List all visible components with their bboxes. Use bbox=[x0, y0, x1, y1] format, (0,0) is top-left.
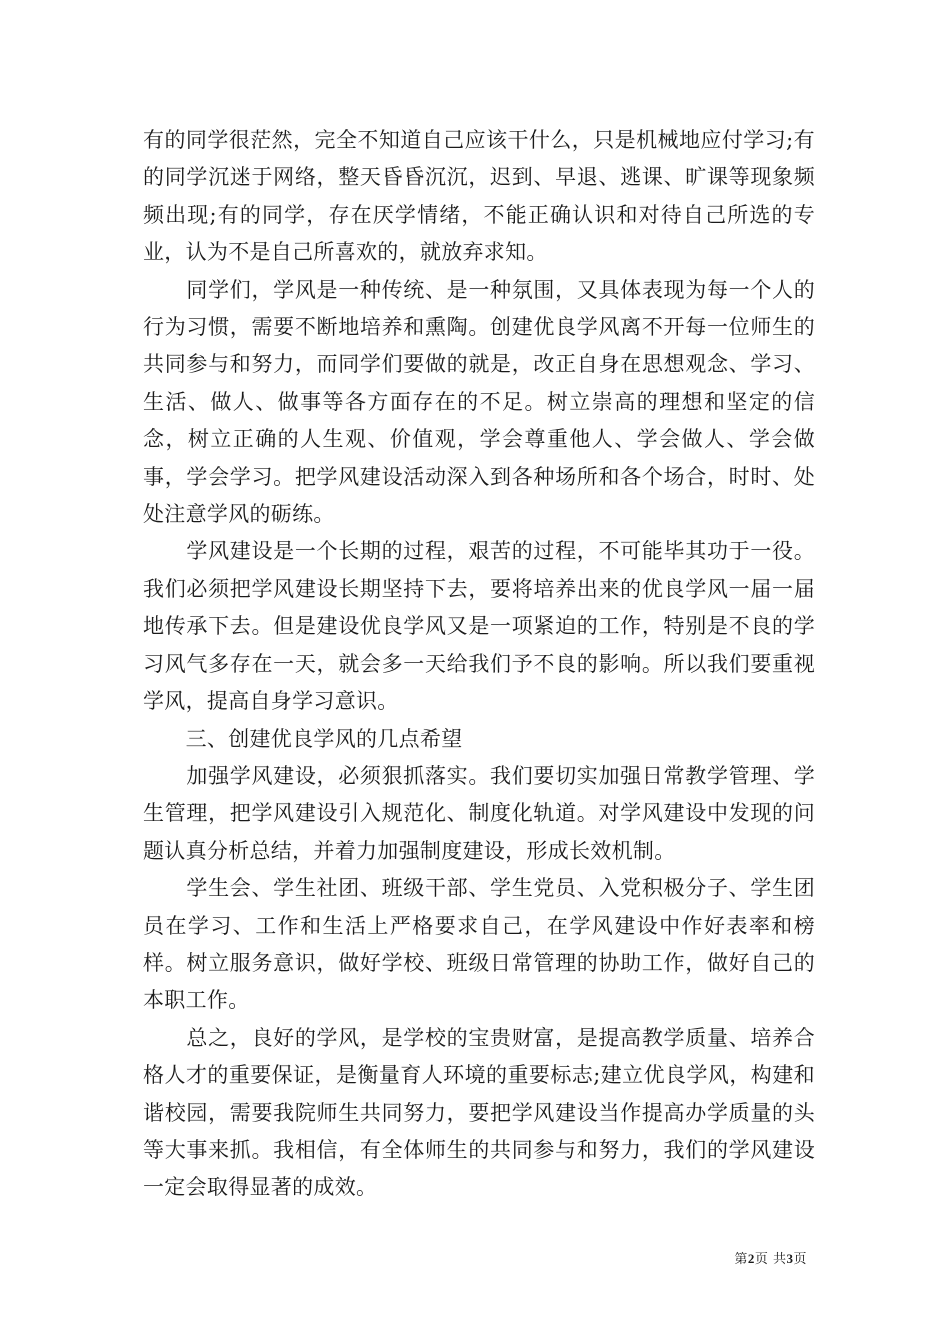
footer-middle: 页 共 bbox=[754, 1252, 787, 1267]
document-body bbox=[143, 122, 815, 1207]
paragraph: 学风建设是一个长期的过程，艰苦的过程，不可能毕其功于一役。我们必须把学风建设长期坚持下去，要将培养出来的优良学风一届一届地传承下去。但是建设优良学风又是一项紧迫的工作，特别是不良的学习风气多存在一天，就会多一天给我们予不良的影响。所以我们要重视学风，提高自身学习意识。 bbox=[143, 539, 815, 714]
paragraph: 加强学风建设，必须狠抓落实。我们要切实加强日常教学管理、学生管理，把学风建设引入规范化、制度化轨道。对学风建设中发现的问题认真分析总结，并着力加强制度建设，形成长效机制。 bbox=[143, 763, 815, 863]
paragraph: 有的同学很茫然，完全不知道自己应该干什么，只是机械地应付学习;有的同学沉迷于网络，整天昏昏沉沉，迟到、早退、逃课、旷课等现象频频出现;有的同学，存在厌学情绪，不能正确认识和对待自己所选的专业，认为不是自己所喜欢的，就放弃求知。 bbox=[143, 128, 815, 265]
current-page-number: 2 bbox=[747, 1251, 755, 1266]
footer-suffix: 页 bbox=[793, 1252, 807, 1267]
paragraph: 学生会、学生社团、班级干部、学生党员、入党积极分子、学生团员在学习、工作和生活上严格要求自己，在学风建设中作好表率和榜样。树立服务意识，做好学校、班级日常管理的协助工作，做好自己的本职工作。 bbox=[143, 876, 815, 1013]
page-number-footer bbox=[734, 1248, 807, 1267]
paragraph: 同学们，学风是一种传统、是一种氛围，又具体表现为每一个人的行为习惯，需要不断地培养和熏陶。创建优良学风离不开每一位师生的共同参与和努力，而同学们要做的就是，改正自身在思想观念、学习、生活、做人、做事等各方面存在的不足。树立崇高的理想和坚定的信念，树立正确的人生观、价值观，学会尊重他人、学会做人、学会做事，学会学习。把学风建设活动深入到各种场所和各个场合，时时、处处注意学风的砺练。 bbox=[143, 277, 815, 527]
footer-prefix: 第 bbox=[734, 1252, 748, 1267]
total-pages-number: 3 bbox=[786, 1251, 794, 1266]
paragraph: 总之，良好的学风，是学校的宝贵财富，是提高教学质量、培养合格人才的重要保证，是衡量育人环境的重要标志;建立优良学风，构建和谐校园，需要我院师生共同努力，要把学风建设当作提高办学质量的头等大事来抓。我相信，有全体师生的共同参与和努力，我们的学风建设一定会取得显著的成效。 bbox=[143, 1025, 815, 1200]
section-heading: 三、创建优良学风的几点希望 bbox=[143, 726, 463, 751]
